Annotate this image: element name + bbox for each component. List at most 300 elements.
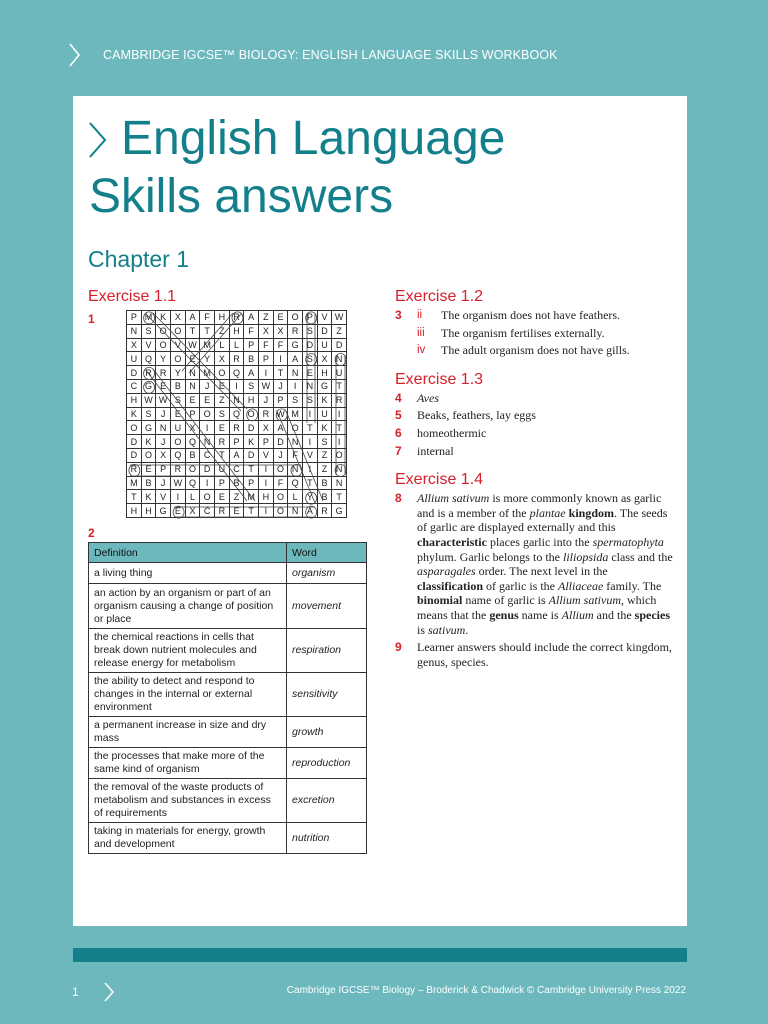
grid-cell: I (259, 463, 274, 477)
grid-cell: D (332, 339, 347, 353)
definition-cell: the ability to detect and respond to changes in the internal or external environment (89, 673, 287, 717)
grid-cell: Y (200, 352, 215, 366)
grid-cell: W (259, 380, 274, 394)
grid-cell: B (142, 477, 157, 491)
grid-cell: B (186, 449, 201, 463)
grid-cell: K (142, 435, 157, 449)
answer-text: The organism does not have feathers. (441, 308, 621, 322)
grid-cell: I (303, 435, 318, 449)
grid-cell: U (318, 339, 333, 353)
answer-text: Beaks, feathers, lay eggs (417, 408, 536, 423)
grid-cell: J (274, 380, 289, 394)
grid-cell: M (200, 366, 215, 380)
question-1-number: 1 (88, 312, 95, 326)
grid-cell: T (303, 477, 318, 491)
grid-cell: E (156, 380, 171, 394)
grid-cell: Q (186, 435, 201, 449)
grid-cell: W (142, 394, 157, 408)
grid-cell: O (171, 325, 186, 339)
grid-cell: X (259, 325, 274, 339)
grid-cell: Z (332, 325, 347, 339)
grid-cell: C (230, 463, 245, 477)
grid-cell: E (274, 311, 289, 325)
circle-mark (306, 506, 317, 518)
title-line-1: English Language (121, 112, 506, 165)
table-header-row (89, 543, 367, 563)
grid-cell: N (332, 463, 347, 477)
definition-cell: a permanent increase in size and dry mass (89, 717, 287, 748)
definition-cell: taking in materials for energy, growth and development (89, 823, 287, 854)
grid-cell: T (215, 449, 230, 463)
grid-cell: S (215, 408, 230, 422)
grid-cell: H (244, 394, 259, 408)
grid-cell: A (274, 421, 289, 435)
grid-cell: R (142, 366, 157, 380)
grid-cell: I (259, 477, 274, 491)
circle-mark (129, 464, 140, 476)
grid-cell: D (318, 325, 333, 339)
table-row (89, 563, 367, 584)
question-number: 6 (395, 425, 402, 440)
grid-cell: K (142, 490, 157, 504)
grid-cell: G (288, 339, 303, 353)
word-line (145, 369, 247, 501)
word-cell: organism (287, 563, 367, 584)
grid-cell: G (142, 421, 157, 435)
grid-cell: R (156, 366, 171, 380)
grid-cell: E (171, 504, 186, 518)
grid-cell: T (127, 490, 142, 504)
grid-cell: F (200, 311, 215, 325)
grid-cell: H (259, 490, 274, 504)
grid-cell: Q (186, 477, 201, 491)
grid-cell: U (215, 463, 230, 477)
word-cell: excretion (287, 779, 367, 823)
answer-text: Aves (417, 390, 439, 405)
grid-cell: A (186, 311, 201, 325)
list-item (395, 308, 675, 323)
grid-cell: X (318, 352, 333, 366)
grid-cell: B (318, 490, 333, 504)
grid-cell: Z (318, 449, 333, 463)
page-number: 1 (72, 985, 79, 999)
table-row (89, 717, 367, 748)
grid-cell: K (156, 311, 171, 325)
grid-cell: N (288, 435, 303, 449)
grid-cell: I (259, 504, 274, 518)
grid-cell: R (332, 394, 347, 408)
grid-cell: S (288, 394, 303, 408)
grid-cell: K (318, 421, 333, 435)
grid-cell: D (127, 435, 142, 449)
grid-cell: L (215, 339, 230, 353)
table-row (89, 779, 367, 823)
grid-cell: E (215, 380, 230, 394)
grid-cell: I (332, 408, 347, 422)
chevron-right-icon (87, 120, 109, 160)
word-cell: sensitivity (287, 673, 367, 717)
grid-cell: D (127, 366, 142, 380)
grid-cell: U (127, 352, 142, 366)
grid-cell: D (244, 421, 259, 435)
grid-cell: H (318, 366, 333, 380)
grid-cell: S (303, 394, 318, 408)
question-8-number: 8 (395, 491, 402, 506)
grid-cell: O (215, 366, 230, 380)
grid-cell: E (215, 421, 230, 435)
grid-cell: H (127, 394, 142, 408)
grid-cell: H (142, 504, 157, 518)
grid-cell: O (156, 325, 171, 339)
grid-cell: C (200, 504, 215, 518)
grid-cell: M (288, 408, 303, 422)
grid-cell: O (288, 421, 303, 435)
grid-cell: T (200, 325, 215, 339)
definition-cell: the removal of the waste products of metabolism and substances in excess of requirements (89, 779, 287, 823)
grid-cell: Q (142, 352, 157, 366)
grid-cell: I (303, 463, 318, 477)
grid-cell: A (244, 366, 259, 380)
grid-cell: W (156, 394, 171, 408)
table-row (89, 823, 367, 854)
grid-cell: N (332, 352, 347, 366)
grid-cell: J (274, 449, 289, 463)
grid-cell: P (259, 435, 274, 449)
grid-cell: X (156, 449, 171, 463)
grid-cell: N (156, 421, 171, 435)
definitions-table (88, 542, 367, 854)
exercise-1-3-title: Exercise 1.3 (395, 370, 484, 388)
grid-cell: F (288, 449, 303, 463)
grid-cell: B (171, 380, 186, 394)
grid-cell: T (332, 421, 347, 435)
grid-cell: T (332, 490, 347, 504)
word-search-marks (127, 311, 348, 519)
grid-cell: E (171, 408, 186, 422)
grid-cell: F (274, 339, 289, 353)
grid-cell: O (200, 490, 215, 504)
grid-cell: I (288, 380, 303, 394)
word-line (153, 369, 255, 501)
grid-cell: U (318, 408, 333, 422)
grid-cell: J (259, 394, 274, 408)
word-line (182, 313, 233, 371)
grid-cell: N (288, 366, 303, 380)
grid-cell: E (230, 504, 245, 518)
circle-mark (247, 409, 258, 421)
list-item (395, 640, 675, 669)
definition-cell: an action by an organism or part of an organism causing a change of position or place (89, 584, 287, 629)
word-cell: nutrition (287, 823, 367, 854)
circle-mark (335, 464, 346, 476)
grid-cell: J (156, 477, 171, 491)
grid-cell: P (244, 339, 259, 353)
grid-cell: V (303, 449, 318, 463)
grid-cell: D (274, 435, 289, 449)
grid-cell: L (230, 339, 245, 353)
grid-cell: M (200, 339, 215, 353)
column-header-definition: Definition (89, 543, 287, 563)
grid-cell: K (318, 394, 333, 408)
word-cell: respiration (287, 629, 367, 673)
roman-numeral: iv (417, 344, 426, 357)
grid-cell: U (332, 366, 347, 380)
grid-cell: B (318, 477, 333, 491)
grid-cell: Q (230, 366, 245, 380)
grid-cell: M (142, 311, 157, 325)
list-item (395, 491, 675, 637)
table-row (89, 584, 367, 629)
grid-cell: P (259, 352, 274, 366)
grid-cell: O (186, 463, 201, 477)
answer-text: The organism fertilises externally. (441, 325, 605, 340)
grid-cell: P (156, 463, 171, 477)
exercise-1-2-title: Exercise 1.2 (395, 288, 484, 305)
grid-cell: O (288, 311, 303, 325)
word-search-grid (126, 310, 347, 518)
grid-cell: X (186, 504, 201, 518)
title-line-2: Skills answers (89, 170, 394, 223)
grid-cell: O (274, 463, 289, 477)
grid-cell: N (186, 366, 201, 380)
grid-cell: G (318, 380, 333, 394)
grid-cell: X (186, 421, 201, 435)
grid-cell: F (244, 325, 259, 339)
grid-cell: P (127, 311, 142, 325)
list-item (395, 426, 675, 441)
question-2-number: 2 (88, 526, 95, 540)
grid-cell: U (171, 421, 186, 435)
grid-cell: G (142, 380, 157, 394)
grid-cell: R (215, 435, 230, 449)
grid-cell: K (127, 408, 142, 422)
grid-cell: V (171, 339, 186, 353)
grid-cell: T (332, 380, 347, 394)
roman-numeral: ii (417, 309, 423, 321)
grid-cell: N (288, 463, 303, 477)
chapter-heading: Chapter 1 (88, 246, 190, 272)
grid-cell: I (171, 490, 186, 504)
grid-cell: Z (215, 325, 230, 339)
circle-mark (335, 354, 346, 366)
right-column (395, 288, 675, 672)
circle-mark (291, 464, 302, 476)
page-content (73, 96, 687, 926)
grid-cell: Q (288, 477, 303, 491)
running-header (0, 40, 768, 70)
definition-cell: the chemical reactions in cells that break down nutrient molecules and release energy for metabolism (89, 629, 287, 673)
answer-paragraph: Allium sativum is more commonly known as garlic and is a member of the plantae kingdom. The seeds of garlic are displayed externally and this characteristic places garlic into the spermatophyta phylum. Garlic belongs to the liliopsida class and the asparagales order. The next level in the classification of garlic is the Alliaceae family. The binomial name of garlic is Allium sativum, which means that the genus name is Allium and the species is sativum. (417, 491, 673, 637)
grid-cell: R (288, 325, 303, 339)
grid-cell: X (171, 311, 186, 325)
grid-cell: R (230, 352, 245, 366)
grid-cell: H (230, 325, 245, 339)
grid-cell: S (303, 325, 318, 339)
grid-cell: B (244, 352, 259, 366)
grid-cell: S (142, 408, 157, 422)
question-9-number: 9 (395, 640, 402, 655)
grid-cell: P (274, 394, 289, 408)
grid-cell: N (200, 435, 215, 449)
list-item (417, 326, 675, 341)
grid-cell: X (274, 325, 289, 339)
grid-cell: O (274, 504, 289, 518)
grid-cell: E (142, 463, 157, 477)
grid-cell: R (215, 504, 230, 518)
grid-cell: P (303, 311, 318, 325)
grid-cell: O (171, 352, 186, 366)
grid-cell: R (259, 408, 274, 422)
grid-cell: S (142, 325, 157, 339)
grid-cell: C (127, 380, 142, 394)
word-cell: growth (287, 717, 367, 748)
word-line (286, 411, 323, 501)
grid-cell: Y (156, 352, 171, 366)
table-row (89, 629, 367, 673)
grid-cell: I (230, 380, 245, 394)
grid-cell: N (127, 325, 142, 339)
grid-cell: W (332, 311, 347, 325)
grid-cell: Z (230, 490, 245, 504)
grid-cell: P (186, 408, 201, 422)
answer-text: Learner answers should include the correct kingdom, genus, species. (417, 640, 672, 669)
list-item (395, 391, 675, 406)
list-item (395, 444, 675, 459)
grid-cell: O (200, 408, 215, 422)
grid-cell: Y (171, 366, 186, 380)
circle-mark (276, 409, 287, 421)
grid-cell: T (186, 325, 201, 339)
grid-cell: W (274, 408, 289, 422)
answer-text: internal (417, 443, 454, 458)
circle-mark (144, 381, 155, 393)
grid-cell: S (303, 352, 318, 366)
roman-numeral: iii (417, 326, 425, 339)
grid-cell: I (303, 408, 318, 422)
grid-cell: S (171, 394, 186, 408)
grid-cell: A (288, 352, 303, 366)
word-line (145, 313, 241, 411)
grid-cell: L (288, 490, 303, 504)
grid-cell: A (244, 311, 259, 325)
grid-cell: X (215, 352, 230, 366)
grid-cell: Q (230, 408, 245, 422)
circle-mark (173, 506, 184, 518)
grid-cell: H (127, 504, 142, 518)
grid-cell: H (215, 311, 230, 325)
grid-cell: O (142, 449, 157, 463)
grid-cell: R (171, 463, 186, 477)
grid-cell: E (186, 394, 201, 408)
table-row (89, 673, 367, 717)
grid-cell: I (200, 421, 215, 435)
grid-cell: O (244, 408, 259, 422)
word-cell: reproduction (287, 748, 367, 779)
grid-cell: F (274, 477, 289, 491)
grid-cell: R (127, 463, 142, 477)
footer-band (73, 948, 687, 962)
grid-cell: O (171, 435, 186, 449)
word-line (277, 411, 315, 503)
grid-cell: V (259, 449, 274, 463)
definition-cell: a living thing (89, 563, 287, 584)
question-number: 5 (395, 408, 402, 423)
grid-cell: G (332, 504, 347, 518)
grid-cell: D (244, 449, 259, 463)
grid-cell: A (303, 504, 318, 518)
grid-cell: Y (303, 490, 318, 504)
word-cell: movement (287, 584, 367, 629)
grid-cell: S (244, 380, 259, 394)
chevron-right-icon (68, 42, 82, 68)
grid-cell: M (244, 490, 259, 504)
grid-cell: R (230, 421, 245, 435)
grid-cell: Q (171, 449, 186, 463)
grid-cell: D (200, 463, 215, 477)
grid-cell: X (127, 339, 142, 353)
grid-cell: R (230, 311, 245, 325)
grid-cell: P (215, 477, 230, 491)
grid-cell: K (244, 435, 259, 449)
grid-cell: Z (318, 463, 333, 477)
word-line (189, 313, 242, 373)
grid-cell: C (200, 449, 215, 463)
grid-cell: I (200, 477, 215, 491)
grid-cell: O (156, 339, 171, 353)
grid-cell: N (230, 394, 245, 408)
chevron-right-icon (103, 981, 115, 1003)
exercise-1-4-title: Exercise 1.4 (395, 471, 484, 489)
grid-cell: E (186, 352, 201, 366)
grid-cell: V (156, 490, 171, 504)
grid-cell: V (318, 311, 333, 325)
grid-cell: E (303, 366, 318, 380)
header-text: CAMBRIDGE IGCSE™ BIOLOGY: ENGLISH LANGUAGE SKILLS WORKBOOK (103, 48, 558, 62)
grid-cell: M (127, 477, 142, 491)
grid-cell: E (200, 394, 215, 408)
grid-cell: O (332, 449, 347, 463)
grid-cell: T (303, 421, 318, 435)
grid-cell: A (230, 449, 245, 463)
definition-cell: the processes that make more of the same kind of organism (89, 748, 287, 779)
grid-cell: F (259, 339, 274, 353)
grid-cell: D (303, 339, 318, 353)
grid-cell: I (274, 352, 289, 366)
grid-cell: W (171, 477, 186, 491)
grid-cell: B (230, 477, 245, 491)
grid-cell: R (318, 504, 333, 518)
grid-cell: Z (259, 311, 274, 325)
grid-cell: S (318, 435, 333, 449)
exercise-1-1-title: Exercise 1.1 (88, 288, 177, 305)
grid-cell: E (215, 490, 230, 504)
grid-cell: Z (215, 394, 230, 408)
page-title (89, 110, 505, 226)
question-number: 4 (395, 390, 402, 405)
grid-cell: J (156, 408, 171, 422)
list-item (395, 408, 675, 423)
grid-cell: J (200, 380, 215, 394)
grid-cell: O (274, 490, 289, 504)
grid-cell: T (244, 463, 259, 477)
grid-cell: N (332, 477, 347, 491)
answer-text: homeothermic (417, 425, 487, 440)
grid-cell: N (186, 380, 201, 394)
column-header-word: Word (287, 543, 367, 563)
footer-copyright: Cambridge IGCSE™ Biology – Broderick & Chadwick © Cambridge University Press 2022 (286, 985, 686, 996)
grid-cell: N (288, 504, 303, 518)
grid-cell: X (259, 421, 274, 435)
